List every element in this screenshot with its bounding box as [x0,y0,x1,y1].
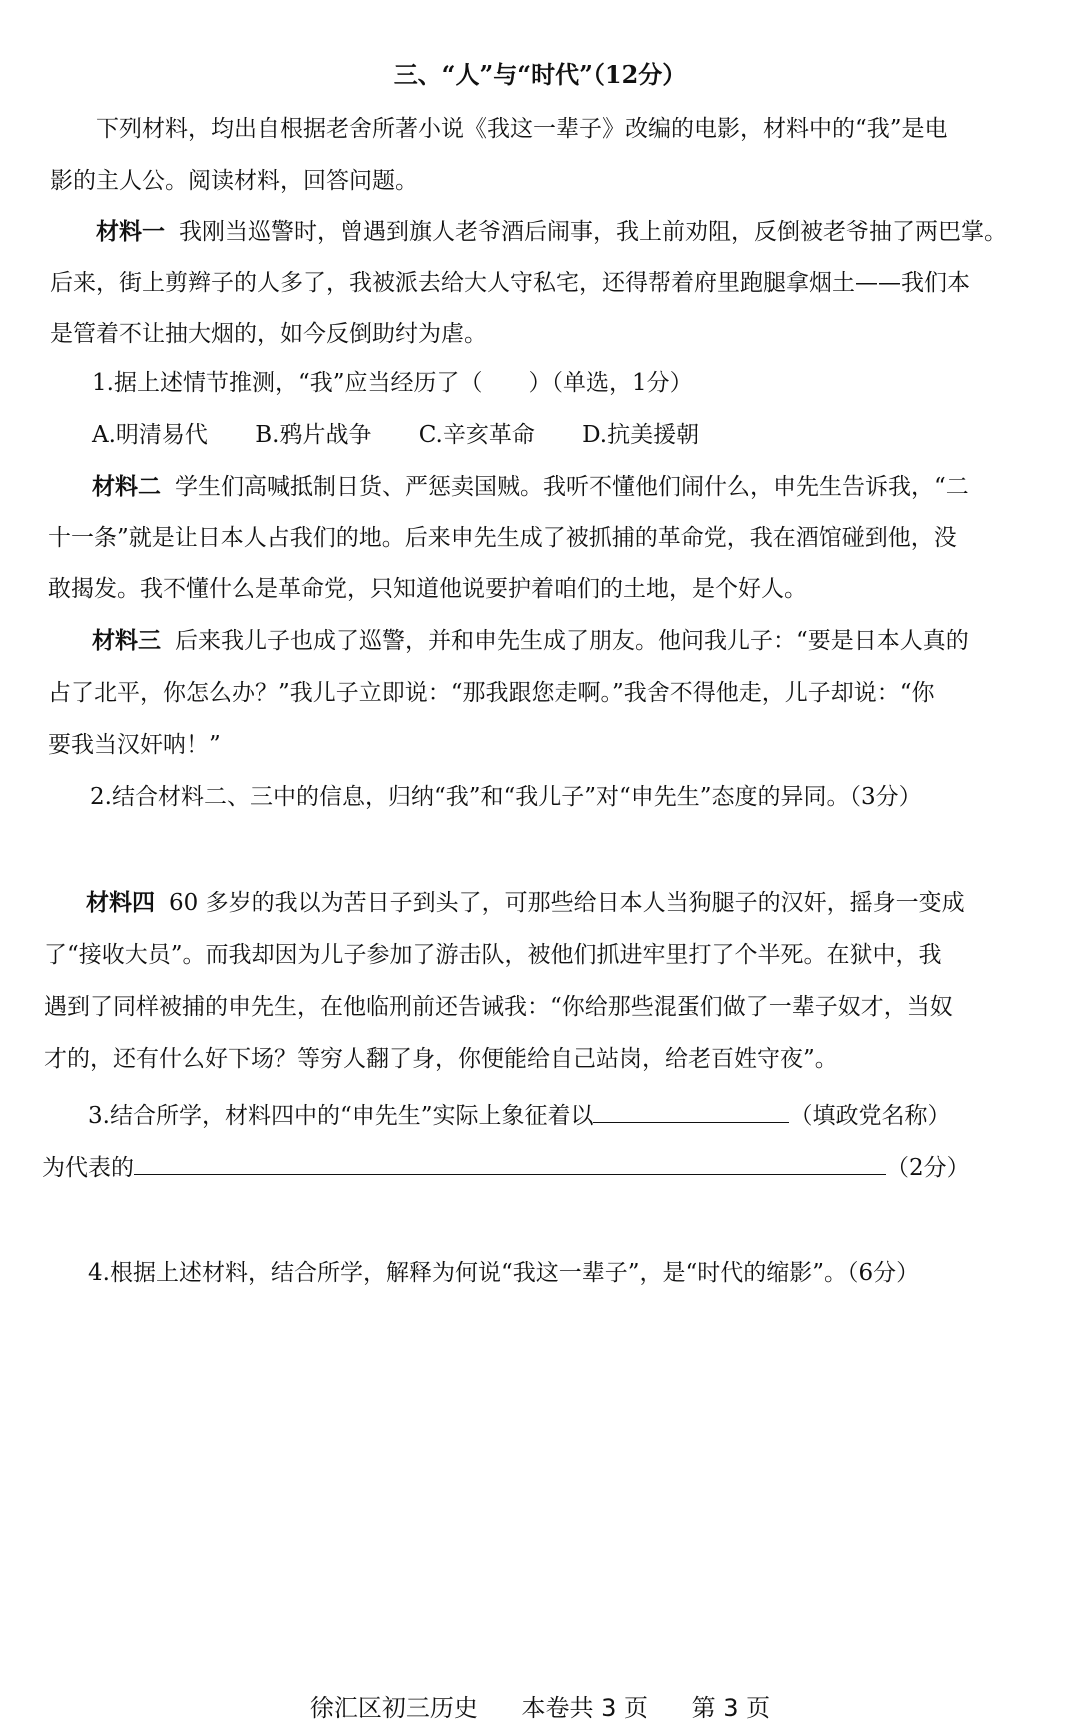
option-b: B.鸦片战争 [255,422,372,448]
material-4-line-2: 了“接收大员”。而我却因为儿子参加了游击队，被他们抓进牢里打了个半死。在狱中，我 [44,942,942,968]
option-d: D.抗美援朝 [582,422,700,448]
material-2-text-1: 学生们高喊抵制日货、严惩卖国贼。我听不懂他们闹什么，申先生告诉我，“二 [175,474,969,500]
material-3-text-1: 后来我儿子也成了巡警，并和申先生成了朋友。他问我儿子：“要是日本人真的 [175,628,969,654]
material-2-line-3: 敢揭发。我不懂什么是革命党，只知道他说要护着咱们的土地，是个好人。 [48,576,807,602]
material-4-label: 材料四 [86,890,155,916]
intro-line-2: 影的主人公。阅读材料，回答问题。 [50,168,418,194]
material-2-line-1 [92,470,1062,504]
material-1-line-2: 后来，街上剪辫子的人多了，我被派去给大人守私宅，还得帮着府里跑腿拿烟土——我们本 [50,270,970,296]
question-2: 2.结合材料二、三中的信息，归纳“我”和“我儿子”对“申先生”态度的异同。（3分） [90,784,922,810]
material-3-label: 材料三 [92,628,161,654]
question-3-text-c: 为代表的 [42,1155,134,1181]
intro-line-1: 下列材料，均出自根据老舍所著小说《我这一辈子》改编的电影，材料中的“我”是电 [96,116,948,142]
answer-blank[interactable] [134,1148,886,1175]
question-1-options [92,418,1052,452]
material-1-line-3: 是管着不让抽大烟的，如今反倒助纣为虐。 [50,321,487,347]
material-3-line-1 [92,624,1062,658]
material-4-line-4: 才的，还有什么好下场？等穷人翻了身，你便能给自己站岗，给老百姓守夜”。 [44,1046,838,1072]
question-3-text-d: （2分） [886,1155,970,1181]
material-1-label: 材料一 [96,219,165,245]
question-1: 1.据上述情节推测，“我”应当经历了（ ）（单选，1分） [92,370,693,396]
material-3-line-2: 占了北平，你怎么办？”我儿子立即说：“那我跟您走啊。”我舍不得他走，儿子却说：“你 [48,680,935,706]
material-3-line-3: 要我当汉奸呐！” [48,732,221,758]
material-4-line-1 [86,886,1066,920]
option-a: A.明清易代 [92,422,208,448]
footer-total-pages: 本卷共 3 页 [521,1694,648,1722]
footer-page-number: 第 3 页 [691,1694,771,1722]
option-c: C.辛亥革命 [418,422,535,448]
material-1-text-1: 我刚当巡警时，曾遇到旗人老爷酒后闹事，我上前劝阻，反倒被老爷抽了两巴掌。 [179,219,1007,245]
party-name-blank[interactable] [593,1096,789,1123]
material-2-label: 材料二 [92,474,161,500]
section-title: 三、“人”与“时代”（12分） [393,60,687,89]
material-4-text-1: 60 多岁的我以为苦日子到头了，可那些给日本人当狗腿子的汉奸，摇身一变成 [169,890,965,916]
question-4: 4.根据上述材料，结合所学，解释为何说“我这一辈子”，是“时代的缩影”。（6分） [88,1260,920,1286]
material-2-line-2: 十一条”就是让日本人占我们的地。后来申先生成了被抓捕的革命党，我在酒馆碰到他，没 [48,525,957,551]
question-3-text-a: 3.结合所学，材料四中的“申先生”实际上象征着以 [88,1103,594,1129]
footer-district: 徐汇区初三历史 [309,1694,478,1722]
material-4-line-3: 遇到了同样被捕的申先生，在他临刑前还告诫我：“你给那些混蛋们做了一辈子奴才，当奴 [44,994,953,1020]
page-footer [0,1688,1080,1723]
question-3-line-2 [42,1148,1072,1185]
material-1-line-1 [96,215,1056,249]
question-3-line-1 [88,1096,1068,1133]
question-3-text-b: （填政党名称） [789,1103,951,1129]
